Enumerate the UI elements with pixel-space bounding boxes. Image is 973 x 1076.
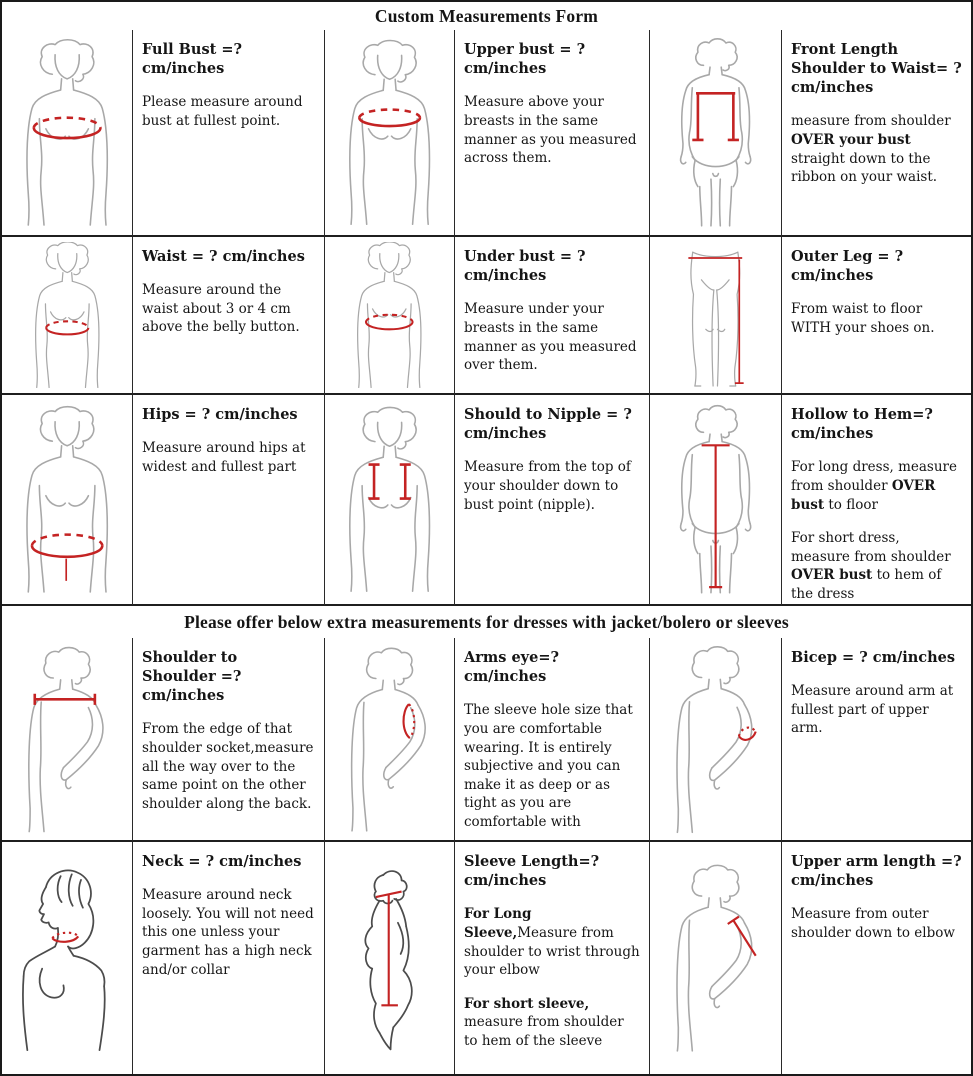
back-body-hollow-to-hem-illustration	[655, 401, 776, 598]
measurement-description: For long dress, measure from shoulder OVER bust to floor For short dress, measure from shoulder OVER bust to hem of the dress	[791, 459, 958, 602]
cell-sleeve-length	[455, 842, 650, 1074]
front-torso-shoulder-to-nipple-illustration	[330, 401, 449, 598]
cell-shoulder-to-shoulder	[133, 638, 325, 842]
measurement-title: Shoulder to Shoulder =? cm/inches	[142, 649, 242, 705]
full-bust-figure	[2, 30, 133, 237]
arms-eye-figure	[325, 638, 455, 842]
front-torso-hips-circumference-illustration	[7, 401, 127, 598]
outer-leg-figure	[650, 237, 782, 395]
waist-figure	[2, 237, 133, 395]
front-torso-upper-bust-circumference-illustration	[330, 36, 449, 229]
cell-full-bust	[133, 30, 325, 237]
upper-arm-length-figure	[650, 842, 782, 1074]
measurement-description: The sleeve hole size that you are comfortable wearing. It is entirely subjective and you can make it as deep or as tight as you are comfortable with	[464, 702, 633, 830]
measurement-description: Measure under your breasts in the same manner as you measured over them.	[464, 301, 637, 374]
back-armhole-illustration	[330, 644, 449, 834]
measurement-description: Please measure around bust at fullest point.	[142, 94, 303, 129]
measurement-title: Hollow to Hem=?cm/inches	[791, 406, 933, 443]
cell-hollow-to-hem	[782, 395, 971, 606]
shoulder-to-shoulder-figure	[2, 638, 133, 842]
legs-outer-leg-length-illustration	[668, 242, 763, 388]
measurement-description: Measure from outer shoulder down to elbow	[791, 906, 955, 941]
cell-neck	[133, 842, 325, 1074]
measurement-description: From the edge of that shoulder socket,measure all the way over to the same point on the other shoulder along the back.	[142, 721, 314, 812]
extra-measurements-section-header: Please offer below extra measurements for dresses with jacket/bolero or sleeves	[184, 611, 789, 632]
cell-waist	[133, 237, 325, 395]
cell-upper-bust	[455, 30, 650, 237]
shoulder-to-nipple-figure	[325, 395, 455, 606]
front-torso-bust-circumference-illustration	[7, 36, 127, 229]
measurement-description: For Long Sleeve,Measure from shoulder to wrist through your elbow For short sleeve, measure from shoulder to hem of the sleeve	[464, 906, 640, 1049]
measurement-title: Upper arm length =? cm/inches	[791, 853, 962, 890]
measurement-description: Measure above your breasts in the same manner as you measured across them.	[464, 94, 637, 167]
back-shoulder-width-illustration	[7, 644, 127, 834]
measurement-title: Bicep = ? cm/inches	[791, 649, 956, 666]
cell-shoulder-to-nipple	[455, 395, 650, 606]
cell-outer-leg	[782, 237, 971, 395]
measurement-title: Arms eye=? cm/inches	[464, 649, 559, 686]
cell-upper-arm-length	[782, 842, 971, 1074]
upper-bust-figure	[325, 30, 455, 237]
measurement-title: Hips = ? cm/inches	[142, 406, 298, 423]
measurement-description: Measure around the waist about 3 or 4 cm above the belly button.	[142, 282, 300, 336]
measurement-description: Measure around neck loosely. You will not need this one unless your garment has a high neck and/or collar	[142, 887, 314, 978]
back-body-shoulder-to-waist-illustration	[655, 36, 776, 229]
measurement-description: From waist to floor WITH your shoes on.	[791, 301, 935, 336]
side-body-sleeve-length-illustration	[330, 848, 449, 1067]
hips-figure	[2, 395, 133, 606]
measurement-description: Measure from the top of your shoulder down to bust point (nipple).	[464, 459, 631, 513]
measurement-title: Upper bust = ? cm/inches	[464, 41, 586, 78]
measurement-description: Measure around hips at widest and fullest part	[142, 440, 306, 475]
measurement-title: Waist = ? cm/inches	[142, 248, 305, 265]
cell-arms-eye	[455, 638, 650, 842]
measurement-description: Measure around arm at fullest part of upper arm.	[791, 683, 954, 737]
bicep-figure	[650, 638, 782, 842]
front-torso-under-bust-circumference-illustration	[342, 242, 437, 388]
measurement-title: Outer Leg = ? cm/inches	[791, 248, 904, 285]
cell-front-length	[782, 30, 971, 237]
measurement-title: Should to Nipple = ? cm/inches	[464, 406, 632, 443]
cell-hips	[133, 395, 325, 606]
front-torso-waist-circumference-illustration	[20, 242, 115, 388]
hollow-to-hem-figure	[650, 395, 782, 606]
neck-figure	[2, 842, 133, 1074]
back-bicep-circumference-illustration	[655, 644, 776, 834]
cell-under-bust	[455, 237, 650, 395]
measurement-title: Sleeve Length=? cm/inches	[464, 853, 600, 890]
form-title: Custom Measurements Form	[374, 5, 599, 26]
front-length-figure	[650, 30, 782, 237]
measurement-title: Under bust = ? cm/inches	[464, 248, 586, 285]
under-bust-figure	[325, 237, 455, 395]
back-upper-arm-length-illustration	[655, 848, 776, 1067]
sleeve-length-figure	[325, 842, 455, 1074]
measurement-title: Neck = ? cm/inches	[142, 853, 302, 870]
measurement-description: measure from shoulder OVER your bust straight down to the ribbon on your waist.	[791, 113, 951, 186]
profile-neck-circumference-illustration	[7, 848, 127, 1067]
measurement-title: Full Bust =? cm/inches	[142, 41, 242, 78]
cell-bicep	[782, 638, 971, 842]
measurement-title: Front Length Shoulder to Waist= ? cm/inches	[791, 41, 962, 97]
